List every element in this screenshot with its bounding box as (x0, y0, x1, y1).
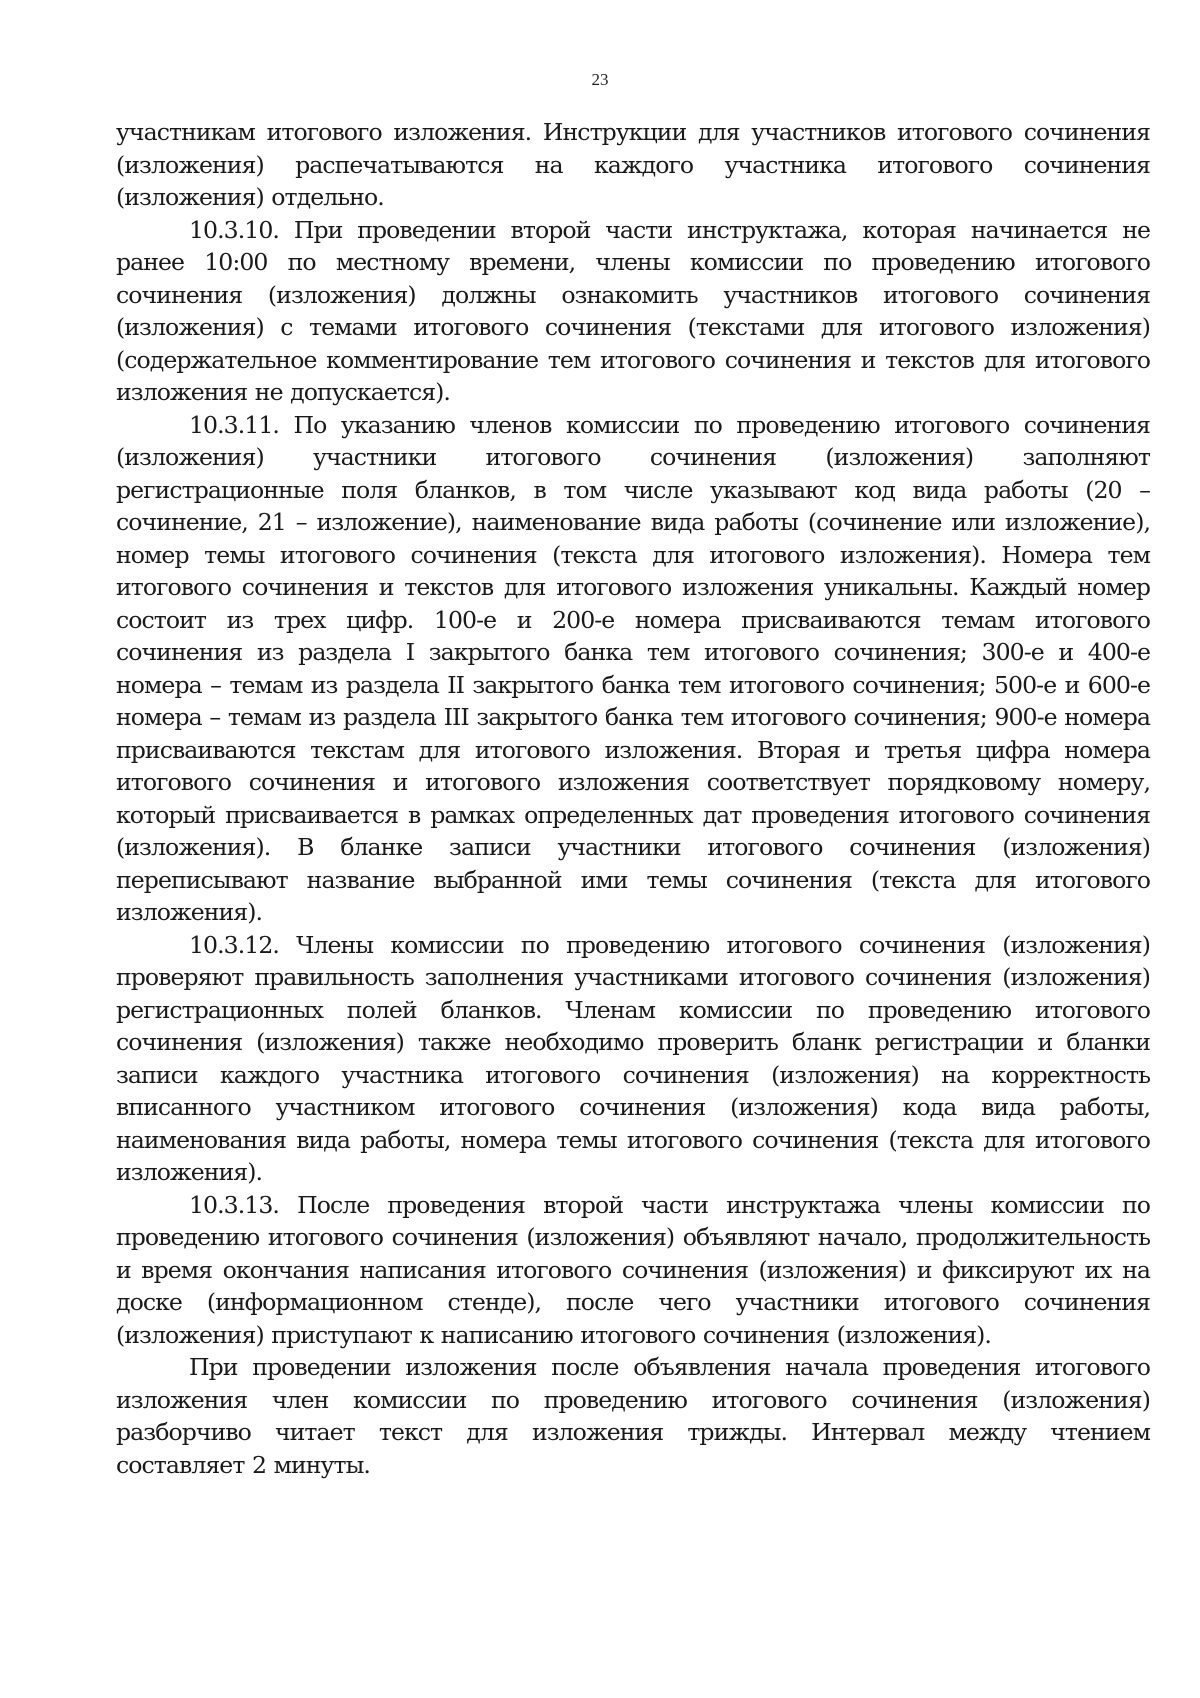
paragraph-10-3-13: 10.3.13. После проведения второй части инструктажа члены комиссии по проведению итогового сочинения (изложения) объявляют начало, продолжительность и время окончания написания итогового сочинения (изложения) и фиксируют их на доске (информационном стенде), после чего участники итогового сочинения (изложения) приступают к написанию итогового сочинения (изложения). (116, 1190, 1150, 1349)
page-number: 23 (591, 70, 609, 89)
paragraph-continuation: участникам итогового изложения. Инструкции для участников итогового сочинения (изложения) распечатываются на каждого участника итогового сочинения (изложения) отдельно. (116, 118, 1150, 211)
paragraph-10-3-10: 10.3.10. При проведении второй части инструктажа, которая начинается не ранее 10:00 по местному времени, члены комиссии по проведению итогового сочинения (изложения) должны ознакомить участников итогового сочинения (изложения) с темами итогового сочинения (текстами для итогового изложения) (содержательное комментирование тем итогового сочинения и текстов для итогового изложения не допускается). (116, 215, 1150, 406)
paragraph-10-3-12: 10.3.12. Члены комиссии по проведению итогового сочинения (изложения) проверяют правильность заполнения участниками итогового сочинения (изложения) регистрационных полей бланков. Членам комиссии по проведению итогового сочинения (изложения) также необходимо проверить бланк регистрации и бланки записи каждого участника итогового сочинения (изложения) на корректность вписанного участником итогового сочинения (изложения) кода вида работы, наименования вида работы, номера темы итогового сочинения (текста для итогового изложения). (116, 930, 1150, 1186)
document-body (116, 116, 1150, 1481)
paragraph-10-3-11: 10.3.11. По указанию членов комиссии по проведению итогового сочинения (изложения) участники итогового сочинения (изложения) заполняют регистрационные поля бланков, в том числе указывают код вида работы (20 – сочинение, 21 – изложение), наименование вида работы (сочинение или изложение), номер темы итогового сочинения (текста для итогового изложения). Номера тем итогового сочинения и текстов для итогового изложения уникальны. Каждый номер состоит из трех цифр. 100-е и 200-е номера присваиваются темам итогового сочинения из раздела I закрытого банка тем итогового сочинения; 300-е и 400-е номера – темам из раздела II закрытого банка тем итогового сочинения; 500-е и 600-е номера – темам из раздела III закрытого банка тем итогового сочинения; 900-е номера присваиваются текстам для итогового изложения. Вторая и третья цифра номера итогового сочинения и итогового изложения соответствует порядковому номеру, который присваивается в рамках определенных дат проведения итогового сочинения (изложения). В бланке записи участники итогового сочинения (изложения) переписывают название выбранной ими темы сочинения (текста для итогового изложения). (116, 410, 1150, 926)
paragraph-reading-procedure: При проведении изложения после объявления начала проведения итогового изложения член комиссии по проведению итогового сочинения (изложения) разборчиво читает текст для изложения трижды. Интервал между чтением составляет 2 минуты. (116, 1353, 1150, 1479)
